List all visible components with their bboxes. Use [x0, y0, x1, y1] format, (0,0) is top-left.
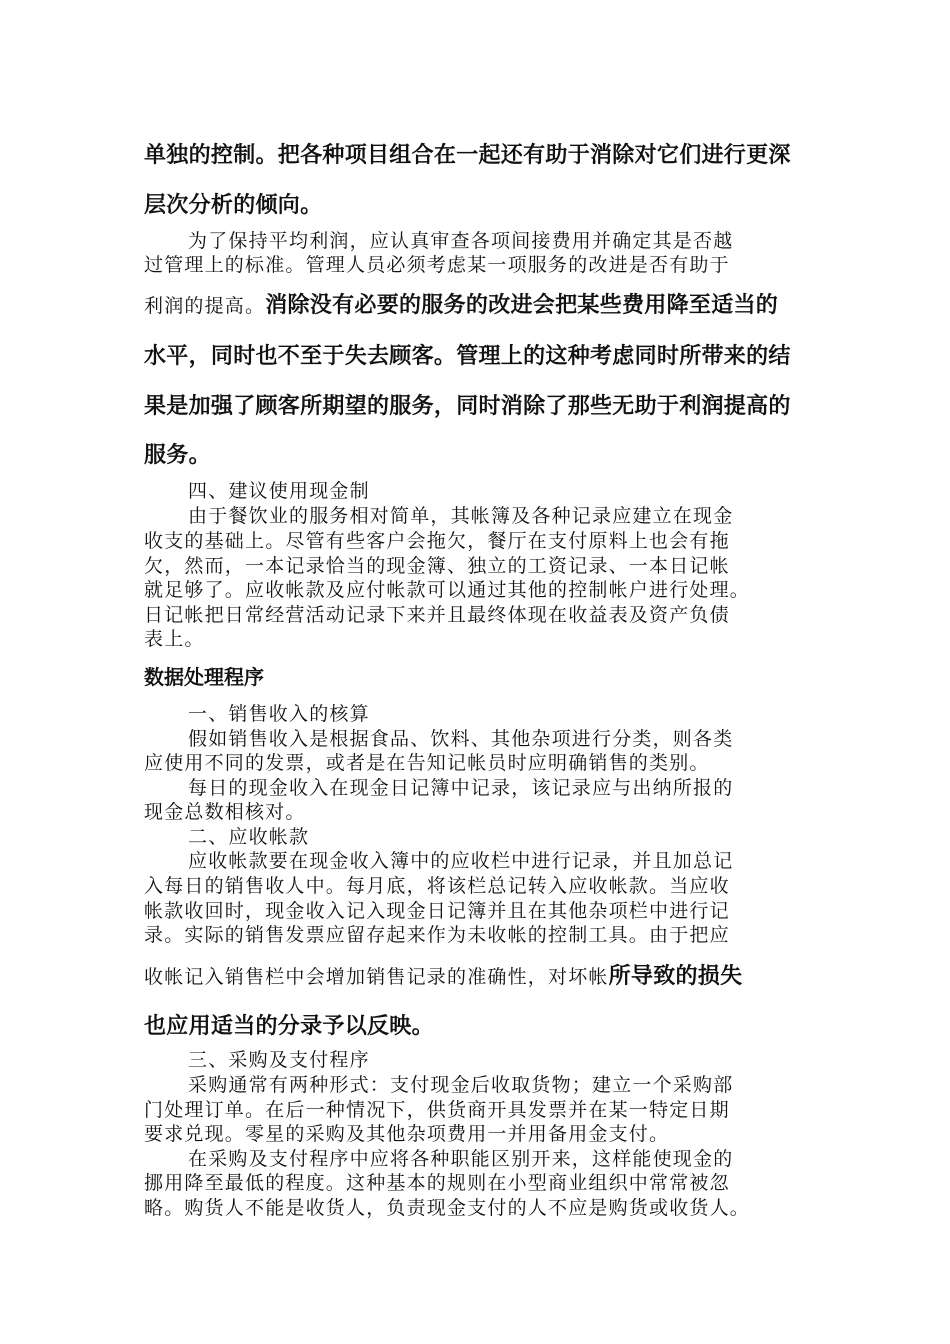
text-line: 门处理订单。在后一种情况下，供货商开具发票并在某一特定日期 [144, 1099, 730, 1121]
text-line: 要求兑现。零星的采购及其他杂项费用一并用备用金支付。 [144, 1123, 670, 1145]
text-segment: 消除没有必要的服务的改进会把某些费用降至适当的 [265, 292, 779, 317]
text-line: 层次分析的倾向。 [144, 192, 323, 217]
text-line: 帐款收回时，现金收入记入现金日记簿并且在其他杂项栏中进行记 [144, 900, 730, 922]
text-line: 现金总数相核对。 [144, 801, 306, 823]
text-segment: 利润的提高。 [144, 295, 266, 317]
text-line: 水平，同时也不至于失去顾客。管理上的这种考虑同时所带来的结 [144, 343, 791, 368]
text-line: 单独的控制。把各种项目组合在一起还有助于消除对它们进行更深 [144, 142, 791, 167]
text-line: 入每日的销售收人中。每月底，将该栏总记转入应收帐款。当应收 [144, 875, 730, 897]
text-line: 每日的现金收入在现金日记簿中记录，该记录应与出纳所报的 [188, 777, 734, 799]
text-line: 挪用降至最低的程度。这种基本的规则在小型商业组织中常常被忽 [144, 1172, 730, 1194]
text-line: 收支的基础上。尽管有些客户会拖欠，餐厅在支付原料上也会有拖 [144, 530, 730, 552]
text-line: 服务。 [144, 442, 211, 467]
text-line: 应收帐款要在现金收入簿中的应收栏中进行记录，并且加总记 [188, 850, 734, 872]
text-segment: 所导致的损失 [608, 963, 743, 988]
text-line: 为了保持平均利润，应认真审查各项间接费用并确定其是否越 [188, 230, 734, 252]
text-line: 过管理上的标准。管理人员必须考虑某一项服务的改进是否有助于 [144, 254, 730, 276]
text-line: 欠，然而，一本记录恰当的现金簿、独立的工资记录、一本日记帐 [144, 555, 730, 577]
text-line [144, 288, 778, 319]
section-title: 二、应收帐款 [188, 826, 310, 848]
text-line: 果是加强了顾客所期望的服务，同时消除了那些无助于利润提高的 [144, 393, 791, 418]
text-line: 在采购及支付程序中应将各种职能区别开来，这样能使现金的 [188, 1148, 734, 1170]
text-line: 由于餐饮业的服务相对简单，其帐簿及各种记录应建立在现金 [188, 505, 734, 527]
section-title: 三、采购及支付程序 [188, 1049, 370, 1071]
text-line: 表上。 [144, 628, 205, 650]
section-title: 四、建议使用现金制 [188, 480, 370, 502]
text-line: 日记帐把日常经营活动记录下来并且最终体现在收益表及资产负债 [144, 604, 730, 626]
text-line: 录。实际的销售发票应留存起来作为未收帐的控制工具。由于把应 [144, 924, 730, 946]
text-segment: 收帐记入销售栏中会增加销售记录的准确性，对坏帐 [144, 966, 609, 988]
section-heading: 数据处理程序 [144, 667, 264, 689]
text-line [144, 959, 742, 990]
text-line: 应使用不同的发票，或者是在告知记帐员时应明确销售的类别。 [144, 752, 710, 774]
text-line: 也应用适当的分录予以反映。 [144, 1013, 434, 1038]
text-line: 采购通常有两种形式：支付现金后收取货物；建立一个采购部 [188, 1074, 734, 1096]
section-title: 一、销售收入的核算 [188, 703, 370, 725]
text-line: 假如销售收入是根据食品、饮料、其他杂项进行分类，则各类 [188, 728, 734, 750]
text-line: 就足够了。应收帐款及应付帐款可以通过其他的控制帐户进行处理。 [144, 579, 751, 601]
text-line: 略。购货人不能是收货人，负责现金支付的人不应是购货或收货人。 [144, 1197, 751, 1219]
